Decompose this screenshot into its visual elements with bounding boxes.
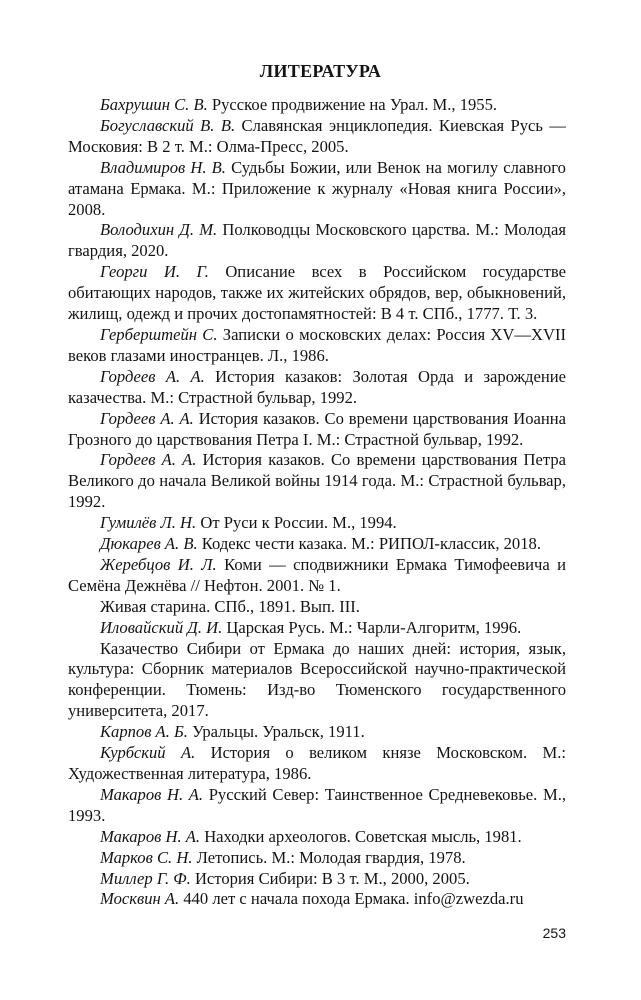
bibliography-entry	[68, 743, 566, 785]
bibliography-list	[68, 95, 566, 910]
bibliography-entry	[68, 262, 566, 325]
entry-text: Казачество Сибири от Ермака до наших дней: история, язык, культура: Сборник материалов Всероссийской научно-практической конференции. Тюмень: Изд-во Тюменского государственного университета, 2017.	[68, 638, 566, 721]
bibliography-entry	[68, 848, 566, 869]
entry-author: Гордеев А. А.	[100, 366, 205, 386]
entry-text: Живая старина. СПб., 1891. Вып. III.	[100, 596, 360, 616]
entry-text: 440 лет с начала похода Ермака. info@zwezda.ru	[179, 889, 524, 909]
entry-author: Карпов А. Б.	[100, 722, 188, 742]
entry-author: Богуславский В. В.	[100, 115, 236, 135]
bibliography-entry	[68, 639, 566, 723]
entry-text: Летопись. М.: Молодая гвардия, 1978.	[192, 847, 466, 867]
bibliography-entry	[68, 722, 566, 743]
entry-author: Володихин Д. М.	[100, 220, 218, 240]
entry-text: Царская Русь. М.: Чарли-Алгоритм, 1996.	[222, 617, 522, 637]
entry-text: От Руси к России. М., 1994.	[196, 513, 397, 533]
entry-author: Миллер Г. Ф.	[100, 868, 191, 888]
entry-author: Дюкарев А. В.	[100, 534, 198, 554]
bibliography-entry	[68, 116, 566, 158]
bibliography-entry	[68, 618, 566, 639]
bibliography-entry	[68, 889, 566, 910]
bibliography-entry	[68, 869, 566, 890]
entry-text: История Сибири: В 3 т. М., 2000, 2005.	[190, 868, 470, 888]
entry-text: История казаков: Золотая Орда и зарождение казачества. М.: Страстной бульвар, 1992.	[68, 366, 566, 407]
bibliography-entry	[68, 220, 566, 262]
entry-author: Макаров Н. А.	[100, 826, 201, 846]
entry-author: Москвин А.	[100, 889, 180, 909]
bibliography-entry	[68, 597, 566, 618]
entry-author: Марков С. Н.	[100, 847, 193, 867]
entry-text: Записки о московских делах: Россия XV—XVII веков глазами иностранцев. Л., 1986.	[68, 324, 566, 365]
entry-author: Курбский А.	[100, 743, 196, 763]
page-number: 253	[542, 925, 566, 941]
bibliography-entry	[68, 513, 566, 534]
entry-text: Судьбы Божии, или Венок на могилу славного атамана Ермака. М.: Приложение к журналу «Новая книга России», 2008.	[68, 157, 566, 219]
entry-author: Герберштейн С.	[100, 324, 218, 344]
entry-author: Жеребцов И. Л.	[100, 554, 217, 574]
entry-author: Георги И. Г.	[100, 262, 209, 282]
entry-author: Макаров Н. А.	[100, 784, 204, 804]
entry-text: Описание всех в Российском государстве обитающих народов, также их житейских обрядов, вер, обыкновений, жилищ, одежд и прочих достопамятностей: В 4 т. СПб., 1777. Т. 3.	[68, 262, 566, 324]
entry-author: Иловайский Д. И.	[100, 617, 223, 637]
entry-text: История казаков. Со времени царствования Петра Великого до начала Великой войны 1914 года. М.: Страстной бульвар, 1992.	[68, 450, 566, 512]
entry-author: Гумилёв Л. Н.	[100, 513, 197, 533]
entry-text: История о великом князе Московском. М.: Художественная литература, 1986.	[68, 743, 566, 783]
entry-text: Полководцы Московского царства. М.: Молодая гвардия, 2020.	[68, 220, 566, 261]
bibliography-entry	[68, 827, 566, 848]
entry-author: Владимиров Н. В.	[100, 157, 226, 177]
entry-text: Русское продвижение на Урал. М., 1955.	[207, 95, 498, 114]
page-title: ЛИТЕРАТУРА	[259, 61, 382, 81]
entry-text: Уральцы. Уральск, 1911.	[187, 722, 365, 742]
bibliography-entry	[68, 158, 566, 221]
bibliography-entry	[68, 325, 566, 367]
bibliography-entry	[68, 555, 566, 597]
entry-text: Коми — сподвижники Ермака Тимофеевича и Семёна Дежнёва // Нефтон. 2001. № 1.	[68, 554, 566, 595]
bibliography-entry	[68, 409, 566, 451]
entry-author: Бахрушин С. В.	[100, 95, 208, 114]
bibliography-entry	[68, 785, 566, 827]
bibliography-entry	[68, 534, 566, 555]
entry-text: Славянская энциклопедия. Киевская Русь — Московия: В 2 т. М.: Олма-Пресс, 2005.	[68, 115, 566, 156]
bibliography-entry	[68, 450, 566, 513]
entry-text: Находки археологов. Советская мысль, 1981.	[200, 826, 522, 846]
bibliography-entry	[68, 95, 566, 116]
entry-text: Кодекс чести казака. М.: РИПОЛ-классик, 2018.	[197, 534, 541, 554]
entry-author: Гордеев А. А.	[100, 450, 197, 470]
entry-author: Гордеев А. А.	[100, 408, 194, 428]
entry-text: История казаков. Со времени царствования Иоанна Грозного до царствования Петра I. М.: Страстной бульвар, 1992.	[68, 408, 566, 449]
entry-text: Русский Север: Таинственное Средневековье. М., 1993.	[68, 784, 566, 825]
bibliography-entry	[68, 367, 566, 409]
